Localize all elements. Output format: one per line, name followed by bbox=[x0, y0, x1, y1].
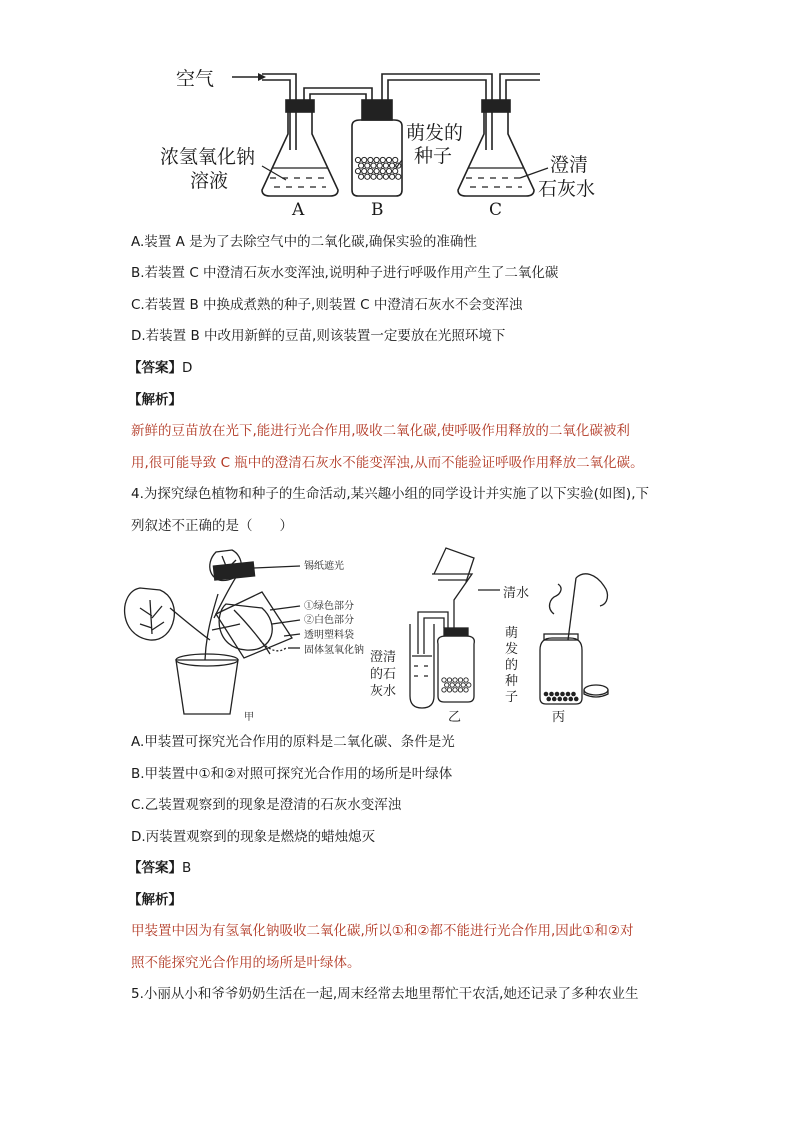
seed bbox=[380, 169, 385, 174]
seed bbox=[563, 697, 568, 702]
q3-answer-tag: 【答案】 bbox=[128, 360, 182, 376]
seed bbox=[371, 163, 376, 168]
seed bbox=[374, 157, 379, 162]
air-label: 空气 bbox=[176, 68, 215, 90]
seeds-label-line1: 萌发的 bbox=[406, 122, 464, 144]
naoh-label-line2: 溶液 bbox=[190, 170, 229, 192]
seed bbox=[383, 163, 388, 168]
q4-option-b: B.甲装置中①和②对照可探究光合作用的场所是叶绿体 bbox=[131, 766, 453, 782]
seed bbox=[574, 697, 579, 702]
q3-option-b: B.若装置 C 中澄清石灰水变浑浊,说明种子进行呼吸作用产生了二氧化碳 bbox=[131, 265, 559, 281]
q4-answer-value: B bbox=[182, 860, 192, 876]
q4-label-foil: 锡纸遮光 bbox=[304, 561, 344, 572]
seeds-label-line2: 种子 bbox=[414, 145, 453, 167]
q4-option-c: C.乙装置观察到的现象是澄清的石灰水变浑浊 bbox=[131, 797, 402, 813]
seed bbox=[365, 174, 370, 179]
q3-option-a: A.装置 A 是为了去除空气中的二氧化碳,确保实验的准确性 bbox=[131, 234, 477, 250]
seed bbox=[390, 163, 395, 168]
seed bbox=[453, 688, 457, 692]
seed bbox=[377, 174, 382, 179]
seed bbox=[571, 692, 576, 697]
q4-label-lime-3: 灰水 bbox=[370, 684, 397, 699]
seed bbox=[359, 174, 364, 179]
seed bbox=[390, 174, 395, 179]
q4-answer bbox=[128, 858, 191, 878]
seed bbox=[544, 692, 549, 697]
seed bbox=[456, 683, 460, 687]
q4-label-seeds-2: 发 bbox=[505, 642, 519, 657]
q4-label-lime-2: 的石 bbox=[370, 667, 397, 682]
q4-answer-tag: 【答案】 bbox=[128, 860, 182, 876]
seed bbox=[552, 697, 557, 702]
q4-label-seeds-4: 种 bbox=[505, 674, 519, 689]
seed bbox=[546, 697, 551, 702]
seed bbox=[377, 163, 382, 168]
q4-stem-line1: 4.为探究绿色植物和种子的生命活动,某兴趣小组的同学设计并实施了以下实验(如图),下 bbox=[131, 486, 649, 502]
q4-analysis-line2: 照不能探究光合作用的场所是叶绿体。 bbox=[131, 955, 361, 971]
seed bbox=[557, 697, 562, 702]
seed bbox=[368, 169, 373, 174]
seed bbox=[464, 678, 468, 682]
seed bbox=[386, 169, 391, 174]
seed bbox=[393, 169, 398, 174]
q3-option-c: C.若装置 B 中换成煮熟的种子,则装置 C 中澄清石灰水不会变浑浊 bbox=[131, 297, 523, 313]
seed bbox=[450, 683, 454, 687]
q4-experiment-figure bbox=[0, 544, 794, 724]
seed bbox=[393, 157, 398, 162]
seed bbox=[555, 692, 560, 697]
seed bbox=[374, 169, 379, 174]
q4-option-a: A.甲装置可探究光合作用的原料是二氧化碳、条件是光 bbox=[131, 734, 455, 750]
seed bbox=[371, 174, 376, 179]
seed bbox=[461, 683, 465, 687]
q4-label-lime-1: 澄清 bbox=[370, 650, 397, 665]
limewater-label-line1: 澄清 bbox=[550, 154, 589, 176]
q4-label-jia: 甲 bbox=[244, 712, 254, 723]
q3-analysis-line2: 用,很可能导致 C 瓶中的澄清石灰水不能变浑浊,从而不能验证呼吸作用释放二氧化碳。 bbox=[131, 455, 644, 471]
seed bbox=[355, 169, 360, 174]
q3-answer-value: D bbox=[182, 360, 193, 376]
naoh-label-line1: 浓氢氧化钠 bbox=[160, 146, 256, 168]
seed bbox=[368, 157, 373, 162]
seed bbox=[549, 692, 554, 697]
seed bbox=[386, 157, 391, 162]
q4-stem-line2: 列叙述不正确的是（ ） bbox=[131, 518, 293, 534]
seed bbox=[380, 157, 385, 162]
bottle-b-label: B bbox=[371, 200, 384, 220]
q4-label-bing: 丙 bbox=[552, 710, 566, 725]
seed bbox=[362, 157, 367, 162]
seed bbox=[365, 163, 370, 168]
seed bbox=[458, 688, 462, 692]
q4-label-bag: 透明塑料袋 bbox=[304, 630, 354, 641]
seed bbox=[464, 688, 468, 692]
seed bbox=[355, 157, 360, 162]
q4-label-yi: 乙 bbox=[448, 710, 462, 725]
q4-label-green: ①绿色部分 bbox=[304, 601, 354, 612]
q4-label-naoh: 固体氢氧化钠 bbox=[304, 645, 364, 656]
q5-stem-line1: 5.小丽从小和爷爷奶奶生活在一起,周末经常去地里帮忙干农活,她还记录了多种农业生 bbox=[131, 986, 639, 1002]
q4-label-seeds-3: 的 bbox=[505, 658, 519, 673]
q3-analysis-tag: 【解析】 bbox=[128, 392, 182, 408]
q4-option-d: D.丙装置观察到的现象是燃烧的蜡烛熄灭 bbox=[131, 829, 376, 845]
seed bbox=[467, 683, 471, 687]
q3-option-d: D.若装置 B 中改用新鲜的豆苗,则该装置一定要放在光照环境下 bbox=[131, 328, 506, 344]
q4-label-water: 清水 bbox=[503, 586, 530, 601]
seed bbox=[359, 163, 364, 168]
seed bbox=[447, 688, 451, 692]
seed bbox=[442, 688, 446, 692]
q3-analysis-line1: 新鲜的豆苗放在光下,能进行光合作用,吸收二氧化碳,使呼吸作用释放的二氧化碳被利 bbox=[131, 423, 630, 439]
flask-c-label: C bbox=[489, 200, 503, 220]
seed bbox=[396, 174, 401, 179]
q4-analysis-line1: 甲装置中因为有氢氧化钠吸收二氧化碳,所以①和②都不能进行光合作用,因此①和②对 bbox=[131, 923, 634, 939]
seed bbox=[568, 697, 573, 702]
seed bbox=[445, 683, 449, 687]
seed bbox=[447, 678, 451, 682]
seed bbox=[442, 678, 446, 682]
q4-label-seeds-5: 子 bbox=[505, 690, 519, 705]
q4-label-white: ②白色部分 bbox=[304, 615, 354, 626]
seed bbox=[453, 678, 457, 682]
flask-a-label: A bbox=[292, 200, 305, 220]
q3-answer bbox=[128, 358, 192, 378]
seed bbox=[566, 692, 571, 697]
seed bbox=[362, 169, 367, 174]
q4-label-seeds-1: 萌 bbox=[505, 626, 519, 641]
limewater-label-line2: 石灰水 bbox=[538, 178, 596, 200]
seed bbox=[560, 692, 565, 697]
seed bbox=[458, 678, 462, 682]
respiration-apparatus-figure bbox=[0, 0, 794, 230]
seed bbox=[383, 174, 388, 179]
q4-analysis-tag: 【解析】 bbox=[128, 892, 182, 908]
